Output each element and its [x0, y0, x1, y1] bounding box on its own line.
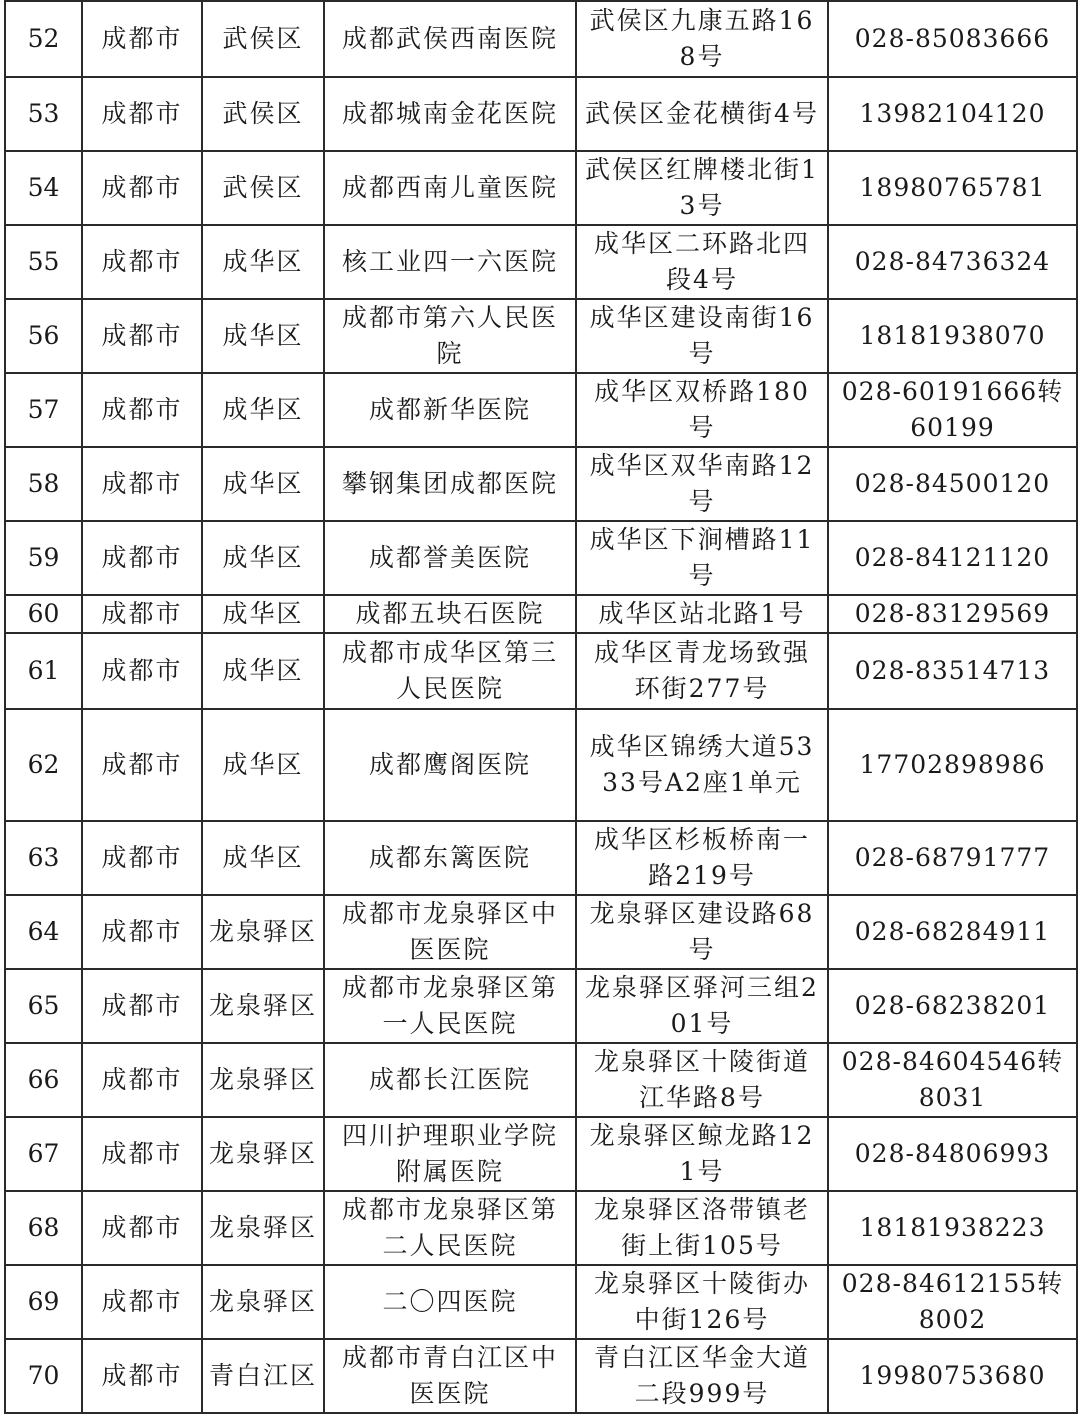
city-cell: 成都市: [82, 1043, 202, 1117]
city-cell: 成都市: [82, 709, 202, 821]
city-cell: 成都市: [82, 1, 202, 77]
address-cell: 龙泉驿区十陵街道江华路8号: [576, 1043, 828, 1117]
district-cell: 龙泉驿区: [202, 1191, 324, 1265]
address-cell: 武侯区九康五路168号: [576, 1, 828, 77]
address-cell: 成华区杉板桥南一路219号: [576, 821, 828, 895]
hospital-name-cell: 成都五块石医院: [324, 595, 576, 633]
phone-cell: 028-84500120: [828, 447, 1077, 521]
hospital-list-table: [4, 0, 1078, 1414]
district-cell: 龙泉驿区: [202, 1265, 324, 1339]
table-row: [5, 709, 1077, 821]
phone-cell: 028-84806993: [828, 1117, 1077, 1191]
district-cell: 武侯区: [202, 151, 324, 225]
address-cell: 龙泉驿区驿河三组201号: [576, 969, 828, 1043]
hospital-name-cell: 四川护理职业学院附属医院: [324, 1117, 576, 1191]
hospital-name-cell: 成都市第六人民医院: [324, 299, 576, 373]
row-number: 58: [5, 447, 82, 521]
district-cell: 成华区: [202, 709, 324, 821]
table-row: [5, 225, 1077, 299]
hospital-name-cell: 成都武侯西南医院: [324, 1, 576, 77]
hospital-name-cell: 成都市龙泉驿区第一人民医院: [324, 969, 576, 1043]
address-cell: 龙泉驿区十陵街办中街126号: [576, 1265, 828, 1339]
row-number: 55: [5, 225, 82, 299]
address-cell: 龙泉驿区鲸龙路121号: [576, 1117, 828, 1191]
row-number: 69: [5, 1265, 82, 1339]
city-cell: 成都市: [82, 1191, 202, 1265]
district-cell: 成华区: [202, 299, 324, 373]
city-cell: 成都市: [82, 521, 202, 595]
phone-cell: 028-68238201: [828, 969, 1077, 1043]
city-cell: 成都市: [82, 373, 202, 447]
city-cell: 成都市: [82, 225, 202, 299]
phone-cell: 028-84612155转8002: [828, 1265, 1077, 1339]
phone-cell: 028-68791777: [828, 821, 1077, 895]
row-number: 68: [5, 1191, 82, 1265]
address-cell: 成华区双桥路180号: [576, 373, 828, 447]
row-number: 63: [5, 821, 82, 895]
phone-cell: 18181938223: [828, 1191, 1077, 1265]
city-cell: 成都市: [82, 1117, 202, 1191]
hospital-name-cell: 成都东篱医院: [324, 821, 576, 895]
phone-cell: 028-85083666: [828, 1, 1077, 77]
phone-cell: 028-83514713: [828, 633, 1077, 709]
city-cell: 成都市: [82, 1339, 202, 1413]
table-row: [5, 895, 1077, 969]
district-cell: 成华区: [202, 373, 324, 447]
phone-cell: 028-84736324: [828, 225, 1077, 299]
city-cell: 成都市: [82, 969, 202, 1043]
table-row: [5, 595, 1077, 633]
table-row: [5, 373, 1077, 447]
city-cell: 成都市: [82, 447, 202, 521]
phone-cell: 17702898986: [828, 709, 1077, 821]
row-number: 54: [5, 151, 82, 225]
table-row: [5, 447, 1077, 521]
hospital-name-cell: 成都城南金花医院: [324, 77, 576, 151]
city-cell: 成都市: [82, 1265, 202, 1339]
row-number: 66: [5, 1043, 82, 1117]
district-cell: 青白江区: [202, 1339, 324, 1413]
address-cell: 成华区二环路北四段4号: [576, 225, 828, 299]
hospital-name-cell: 成都西南儿童医院: [324, 151, 576, 225]
city-cell: 成都市: [82, 821, 202, 895]
phone-cell: 028-68284911: [828, 895, 1077, 969]
hospital-name-cell: 成都新华医院: [324, 373, 576, 447]
hospital-name-cell: 成都鹰阁医院: [324, 709, 576, 821]
row-number: 64: [5, 895, 82, 969]
hospital-name-cell: 成都市成华区第三人民医院: [324, 633, 576, 709]
address-cell: 青白江区华金大道二段999号: [576, 1339, 828, 1413]
district-cell: 龙泉驿区: [202, 1043, 324, 1117]
district-cell: 武侯区: [202, 1, 324, 77]
phone-cell: 028-84121120: [828, 521, 1077, 595]
table-row: [5, 521, 1077, 595]
table-row: [5, 1, 1077, 77]
table-row: [5, 299, 1077, 373]
row-number: 67: [5, 1117, 82, 1191]
hospital-name-cell: 二〇四医院: [324, 1265, 576, 1339]
phone-cell: 13982104120: [828, 77, 1077, 151]
table-row: [5, 969, 1077, 1043]
table-row: [5, 77, 1077, 151]
phone-cell: 18181938070: [828, 299, 1077, 373]
row-number: 70: [5, 1339, 82, 1413]
table-row: [5, 151, 1077, 225]
row-number: 62: [5, 709, 82, 821]
hospital-name-cell: 攀钢集团成都医院: [324, 447, 576, 521]
district-cell: 武侯区: [202, 77, 324, 151]
table-row: [5, 1191, 1077, 1265]
table-row: [5, 1117, 1077, 1191]
row-number: 59: [5, 521, 82, 595]
city-cell: 成都市: [82, 151, 202, 225]
hospital-name-cell: 成都誉美医院: [324, 521, 576, 595]
hospital-name-cell: 成都长江医院: [324, 1043, 576, 1117]
city-cell: 成都市: [82, 595, 202, 633]
table-row: [5, 633, 1077, 709]
table-row: [5, 1339, 1077, 1413]
district-cell: 成华区: [202, 821, 324, 895]
city-cell: 成都市: [82, 633, 202, 709]
address-cell: 成华区站北路1号: [576, 595, 828, 633]
phone-cell: 028-83129569: [828, 595, 1077, 633]
phone-cell: 18980765781: [828, 151, 1077, 225]
row-number: 52: [5, 1, 82, 77]
address-cell: 成华区建设南街16号: [576, 299, 828, 373]
district-cell: 成华区: [202, 225, 324, 299]
district-cell: 成华区: [202, 595, 324, 633]
row-number: 56: [5, 299, 82, 373]
phone-cell: 19980753680: [828, 1339, 1077, 1413]
row-number: 60: [5, 595, 82, 633]
table-row: [5, 1043, 1077, 1117]
table-row: [5, 1265, 1077, 1339]
row-number: 65: [5, 969, 82, 1043]
hospital-name-cell: 成都市龙泉驿区第二人民医院: [324, 1191, 576, 1265]
table-row: [5, 821, 1077, 895]
row-number: 53: [5, 77, 82, 151]
address-cell: 龙泉驿区建设路68号: [576, 895, 828, 969]
city-cell: 成都市: [82, 77, 202, 151]
hospital-table-page: [4, 0, 1076, 1414]
phone-cell: 028-84604546转8031: [828, 1043, 1077, 1117]
address-cell: 成华区下涧槽路11号: [576, 521, 828, 595]
district-cell: 成华区: [202, 633, 324, 709]
address-cell: 龙泉驿区洛带镇老街上街105号: [576, 1191, 828, 1265]
address-cell: 武侯区红牌楼北街13号: [576, 151, 828, 225]
hospital-name-cell: 成都市龙泉驿区中医医院: [324, 895, 576, 969]
district-cell: 龙泉驿区: [202, 969, 324, 1043]
district-cell: 成华区: [202, 521, 324, 595]
city-cell: 成都市: [82, 299, 202, 373]
district-cell: 龙泉驿区: [202, 1117, 324, 1191]
address-cell: 成华区锦绣大道5333号A2座1单元: [576, 709, 828, 821]
hospital-name-cell: 核工业四一六医院: [324, 225, 576, 299]
address-cell: 成华区青龙场致强环街277号: [576, 633, 828, 709]
address-cell: 武侯区金花横街4号: [576, 77, 828, 151]
row-number: 57: [5, 373, 82, 447]
hospital-name-cell: 成都市青白江区中医医院: [324, 1339, 576, 1413]
row-number: 61: [5, 633, 82, 709]
phone-cell: 028-60191666转60199: [828, 373, 1077, 447]
address-cell: 成华区双华南路12号: [576, 447, 828, 521]
city-cell: 成都市: [82, 895, 202, 969]
district-cell: 成华区: [202, 447, 324, 521]
district-cell: 龙泉驿区: [202, 895, 324, 969]
